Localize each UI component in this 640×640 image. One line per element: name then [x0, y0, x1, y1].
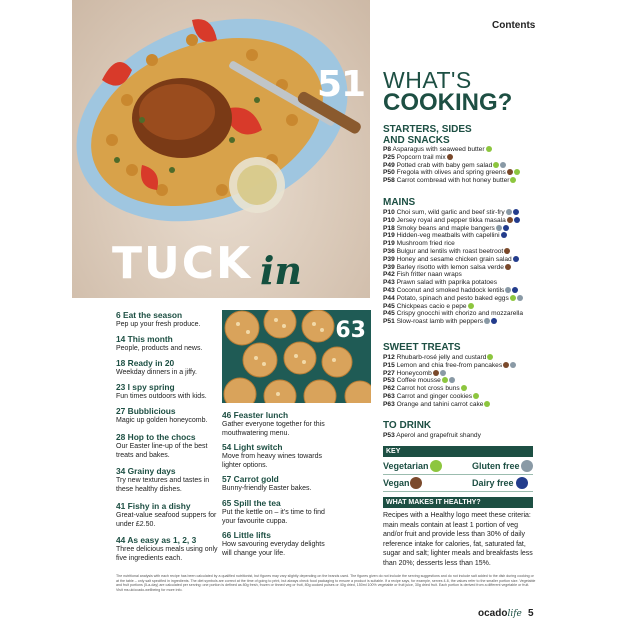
recipe-item: [383, 310, 543, 318]
recipe-page-ref: P19: [383, 240, 395, 248]
recipe-item: [383, 354, 543, 362]
page-number: 5: [528, 608, 534, 619]
recipe-page-ref: P39: [383, 263, 395, 271]
recipe-page-ref: P36: [383, 247, 395, 255]
page-title-line1: WHAT'S: [383, 67, 472, 93]
page-title-line2: COOKING?: [383, 89, 513, 116]
feature-title: 28 Hop to the chocs: [116, 432, 196, 442]
feature-description: Put the kettle on – it's time to find your favourite cuppa.: [222, 509, 325, 525]
feature-title: 44 As easy as 1, 2, 3: [116, 535, 197, 545]
gluten-free-icon: [510, 362, 516, 368]
vegetarian-icon: [510, 177, 516, 183]
feature-item: [116, 334, 226, 353]
dairy-free-icon: [491, 318, 497, 324]
gluten-free-icon: [506, 209, 512, 215]
recipe-title: Prawn salad with paprika potatoes: [396, 279, 498, 287]
recipe-item: [383, 295, 543, 303]
recipe-page-ref: P63: [383, 400, 395, 408]
section-label: Contents: [492, 20, 536, 31]
recipe-page-ref: P19: [383, 232, 395, 240]
gluten-free-icon: [500, 162, 506, 168]
feature-description: Fun times outdoors with kids.: [116, 393, 207, 400]
recipe-item: [383, 385, 543, 393]
vegan-icon: [507, 217, 513, 223]
recipe-title: Orange and tahini carrot cake: [396, 400, 484, 408]
feature-title: 54 Light switch: [222, 442, 283, 452]
vegetarian-icon: [473, 393, 479, 399]
sweet-heading: SWEET TREATS: [383, 342, 461, 353]
recipe-item: [383, 177, 543, 185]
gluten-free-icon: [517, 295, 523, 301]
vegan-icon: [503, 362, 509, 368]
key-vegetarian-label: Vegetarian: [383, 461, 429, 471]
recipe-page-ref: P25: [383, 153, 395, 161]
dairy-free-icon: [503, 225, 509, 231]
recipe-item: [383, 264, 543, 272]
recipe-title: Honey and sesame chicken grain salad: [396, 255, 512, 263]
recipe-page-ref: P44: [383, 294, 395, 302]
feature-title: 14 This month: [116, 334, 173, 344]
recipe-title: Carrot and ginger cookies: [396, 392, 473, 400]
gluten-free-icon: [440, 370, 446, 376]
recipe-item: [383, 146, 543, 154]
recipe-page-ref: P10: [383, 216, 395, 224]
recipe-title: Rhubarb-rosé jelly and custard: [396, 354, 487, 361]
hero-page-number: 51: [317, 64, 366, 105]
recipe-item: [383, 162, 543, 170]
sweet-list: [383, 354, 543, 409]
recipe-title: Potted crab with baby gem salad: [396, 161, 493, 169]
recipe-title: Chickpeas cacio e pepe: [396, 302, 467, 310]
dairy-free-icon: [513, 209, 519, 215]
vegetarian-icon: [510, 295, 516, 301]
feature-item: [116, 406, 226, 425]
feature-description: Our Easter line-up of the best treats and bakes.: [116, 443, 208, 459]
recipe-page-ref: P42: [383, 271, 395, 279]
recipe-page-ref: P49: [383, 161, 395, 169]
feature-description: Try new textures and tastes in these healthy dishes.: [116, 477, 210, 493]
vegetarian-icon: [514, 169, 520, 175]
recipe-item: [383, 209, 543, 217]
vegetarian-icon: [484, 401, 490, 407]
feature-item: [116, 535, 226, 563]
gluten-free-icon: [505, 287, 511, 293]
feature-description: People, products and news.: [116, 345, 203, 352]
feature-title: 66 Little lifts: [222, 530, 271, 540]
feature-item: [116, 466, 226, 494]
dairy-free-icon: [501, 232, 507, 238]
recipe-title: Potato, spinach and pesto baked eggs: [396, 294, 509, 302]
recipe-item: [383, 240, 543, 248]
recipe-item: [383, 303, 543, 311]
dairy-free-icon: [514, 217, 520, 223]
starters-heading: [383, 124, 472, 146]
recipe-title: Aperol and grapefruit shandy: [396, 432, 481, 439]
vegan-icon: [504, 248, 510, 254]
feature-description: Pep up your fresh produce.: [116, 321, 201, 328]
recipe-page-ref: P18: [383, 224, 395, 232]
feature-item: [222, 474, 332, 493]
feature-title: 6 Eat the season: [116, 310, 183, 320]
recipe-title: Choi sum, wild garlic and beef stir-fry: [396, 209, 505, 216]
cookies-page-number: 63: [335, 318, 366, 343]
recipe-title: Honeycomb: [396, 369, 432, 377]
recipe-page-ref: P45: [383, 302, 395, 310]
key-heading: KEY: [383, 446, 533, 457]
recipe-item: [383, 217, 543, 225]
recipe-title: Barley risotto with lemon salsa verde: [396, 263, 504, 271]
brand-suffix: life: [507, 609, 522, 619]
feature-description: Three delicious meals using only five ingredients each.: [116, 546, 218, 562]
vegetarian-icon: [468, 303, 474, 309]
feature-description: Bunny-friendly Easter bakes.: [222, 485, 312, 492]
brand-logo: [478, 608, 522, 619]
recipe-item: [383, 370, 543, 378]
cookies-image: [222, 310, 371, 403]
feature-item: [116, 382, 226, 401]
mains-list: [383, 209, 543, 326]
recipe-page-ref: P39: [383, 255, 395, 263]
recipe-item: [383, 287, 543, 295]
feature-item: [222, 442, 332, 470]
recipe-page-ref: P58: [383, 177, 395, 185]
key-gluten-free-label: Gluten free: [472, 461, 520, 471]
recipe-item: [383, 362, 543, 370]
feature-title: 57 Carrot gold: [222, 474, 279, 484]
dairy-free-icon: [512, 287, 518, 293]
recipe-page-ref: P50: [383, 169, 395, 177]
nutrition-footnote: The nutritional analysis with each recipe has been calculated by a qualified nutritionist, but figures may vary slightly depending on the brands used. The figures given do not include the serving suggestions and do not include salt added to the dish during cooking or at the table – only salt specified in ingredients. The diet symbols are correct at the time of going to print, but always check food packaging to ensure a product is suitable. If a recipe says, for example, serves 4-6, the values refer to the smaller portion size. Vegetable and fruit portions (5-a-day) are calculated per serving: one portion is defined as 80g fresh, frozen or tinned veg or fruit, 80g cooked pulses or 40g dried, 150ml 100% vegetable or fruit juice, 30g dried fruit. Each portion is derived from a different vegetable or fruit. Visit ms.uk/ocado-wellbeing for more info.: [116, 574, 536, 592]
feature-item: [116, 358, 226, 377]
gluten-free-icon: [484, 318, 490, 324]
hero-headline-in: in: [260, 248, 303, 293]
feature-title: 41 Fishy in a dishy: [116, 501, 191, 511]
feature-title: 46 Feaster lunch: [222, 410, 289, 420]
vegetarian-icon: [442, 377, 448, 383]
dairy-free-icon: [513, 256, 519, 262]
vegan-icon: [505, 264, 511, 270]
recipe-page-ref: P63: [383, 392, 395, 400]
recipe-title: Fregola with olives and spring greens: [396, 169, 506, 177]
recipe-page-ref: P8: [383, 146, 392, 153]
recipe-item: [383, 225, 543, 233]
feature-title: 27 Bubblicious: [116, 406, 176, 416]
drink-list: [383, 432, 543, 440]
recipe-page-ref: P51: [383, 318, 395, 326]
healthy-criteria-text: Recipes with a Healthy logo meet these criteria: main meals contain at least 1 portion of veg and/or fruit and provide less than 30% of daily reference intake for calories, fat, saturated fat, sugar and salt; lighter meals and breakfasts less than 20%; desserts less than 15%.: [383, 512, 533, 567]
recipe-page-ref: P27: [383, 369, 395, 377]
recipe-title: Smoky beans and maple bangers: [396, 224, 495, 232]
recipe-item: [383, 393, 543, 401]
vegan-icon: [447, 154, 453, 160]
feature-title: 23 I spy spring: [116, 382, 175, 392]
recipe-page-ref: P53: [383, 377, 395, 385]
recipe-title: Slow-roast lamb with peppers: [396, 318, 484, 326]
recipe-item: [383, 401, 543, 409]
feature-item: [222, 530, 332, 558]
gluten-free-icon: [449, 377, 455, 383]
key-divider-bottom: [383, 491, 533, 492]
recipe-title: Coffee mousse: [396, 377, 441, 385]
key-divider: [383, 474, 533, 475]
recipe-item: [383, 169, 543, 177]
starters-heading-line2: AND SNACKS: [383, 135, 450, 146]
recipe-item: [383, 377, 543, 385]
mains-heading: MAINS: [383, 197, 416, 208]
vegan-icon: [410, 477, 422, 489]
recipe-title: Coconut and smoked haddock lentils: [396, 286, 505, 294]
recipe-page-ref: P62: [383, 385, 395, 393]
vegan-icon: [433, 370, 439, 376]
dairy-free-icon: [516, 477, 528, 489]
recipe-title: Crispy gnocchi with chorizo and mozzarella: [396, 310, 524, 318]
recipe-page-ref: P12: [383, 354, 395, 361]
feature-description: How savouring everyday delights will change your life.: [222, 541, 325, 557]
vegan-icon: [507, 169, 513, 175]
recipe-title: Carrot hot cross buns: [396, 385, 460, 393]
recipe-title: Fish fritter naan wraps: [396, 271, 462, 279]
healthy-heading: WHAT MAKES IT HEALTHY?: [383, 497, 533, 508]
recipe-item: [383, 271, 543, 279]
recipe-page-ref: P53: [383, 432, 395, 439]
recipe-title: Carrot cornbread with hot honey butter: [396, 177, 510, 185]
recipe-title: Mushroom fried rice: [396, 240, 455, 248]
recipe-page-ref: P43: [383, 286, 395, 294]
drink-heading: TO DRINK: [383, 420, 432, 431]
recipe-title: Asparagus with seaweed butter: [392, 146, 485, 153]
feature-item: [116, 310, 226, 329]
gluten-free-icon: [496, 225, 502, 231]
feature-item: [222, 498, 332, 526]
feature-item: [116, 432, 226, 460]
recipe-title: Jersey royal and pepper tikka masala: [396, 216, 506, 224]
gluten-free-icon: [521, 460, 533, 472]
recipe-title: Popcorn trail mix: [396, 153, 446, 161]
feature-item: [116, 501, 226, 529]
recipe-item: [383, 432, 543, 440]
recipe-page-ref: P10: [383, 209, 395, 216]
hero-image-roast-lamb: [72, 0, 370, 298]
recipe-title: Lemon and chia free-from pancakes: [396, 361, 503, 369]
feature-description: Gather everyone together for this mouthwatering menu.: [222, 421, 325, 437]
recipe-item: [383, 279, 543, 287]
vegetarian-icon: [493, 162, 499, 168]
feature-description: Magic up golden honeycomb.: [116, 417, 208, 424]
recipe-page-ref: P15: [383, 361, 395, 369]
vegetarian-icon: [486, 146, 492, 152]
starters-heading-line1: STARTERS, SIDES: [383, 124, 472, 135]
feature-item: [222, 410, 332, 438]
recipe-page-ref: P45: [383, 310, 395, 318]
feature-title: 65 Spill the tea: [222, 498, 281, 508]
starters-list: [383, 146, 543, 185]
vegetarian-icon: [461, 385, 467, 391]
feature-description: Weekday dinners in a jiffy.: [116, 369, 197, 376]
recipe-item: [383, 256, 543, 264]
vegetarian-icon: [487, 354, 493, 360]
feature-title: 34 Grainy days: [116, 466, 176, 476]
brand-name: ocado: [478, 608, 508, 619]
recipe-item: [383, 318, 543, 326]
recipe-title: Bulgur and lentils with roast beetroot: [396, 247, 504, 255]
recipe-item: [383, 248, 543, 256]
feature-description: Move from heavy wines towards lighter options.: [222, 453, 322, 469]
key-vegan-label: Vegan: [383, 478, 410, 488]
recipe-page-ref: P43: [383, 279, 395, 287]
feature-description: Great-value seafood suppers for under £2.50.: [116, 512, 217, 528]
recipe-item: [383, 154, 543, 162]
feature-title: 18 Ready in 20: [116, 358, 175, 368]
recipe-item: [383, 232, 543, 240]
recipe-title: Hidden-veg meatballs with capellini: [396, 232, 500, 240]
key-dairy-free-label: Dairy free: [472, 478, 514, 488]
hero-headline-tuck: TUCK: [112, 238, 253, 289]
vegetarian-icon: [430, 460, 442, 472]
